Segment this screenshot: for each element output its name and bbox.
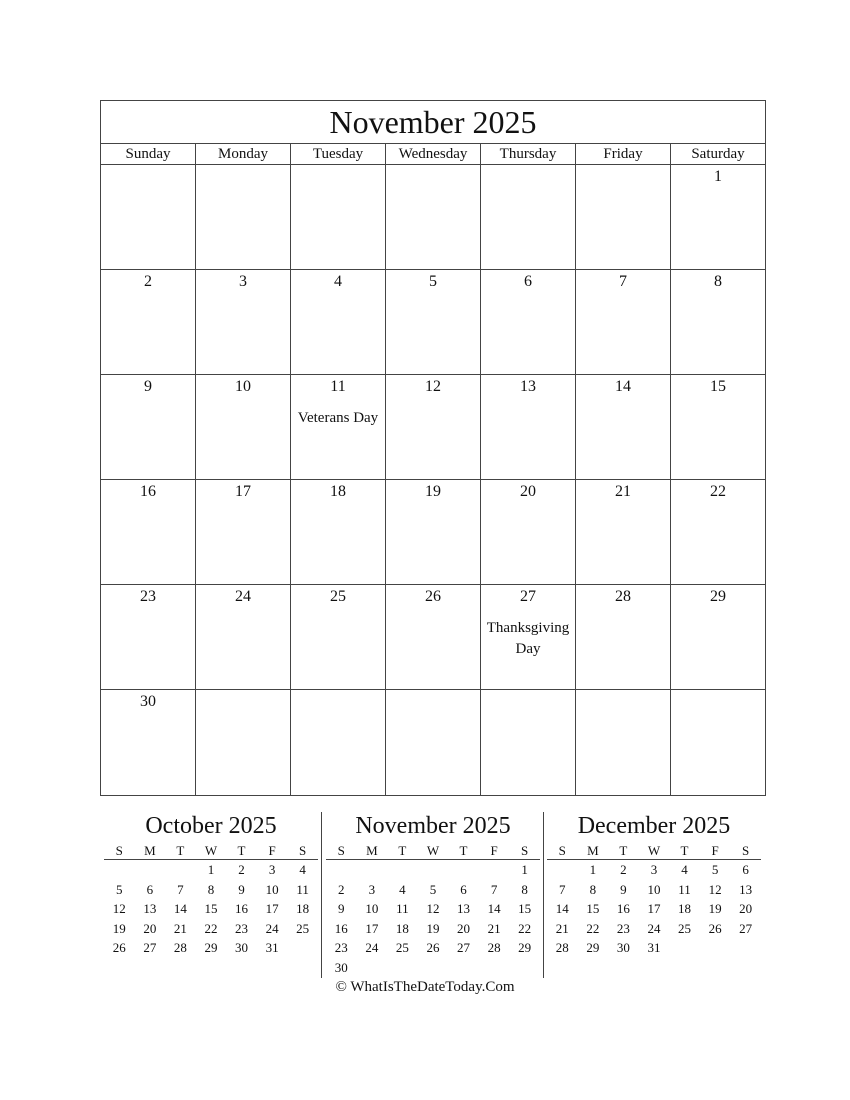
mini-day	[700, 938, 731, 958]
mini-day: 2	[338, 881, 345, 897]
mini-day: 13	[143, 901, 157, 916]
mini-weekday-label: S	[299, 843, 307, 858]
mini-day: 18	[395, 920, 409, 936]
day-cell	[481, 270, 576, 374]
day-number: 29	[710, 588, 726, 605]
mini-week-row	[326, 880, 540, 900]
mini-weekday-label: T	[459, 843, 468, 858]
mini-day: 10	[365, 901, 379, 916]
mini-weekday-label: S	[558, 843, 566, 858]
mini-day: 15	[518, 901, 532, 916]
mini-weekday-label: M	[587, 843, 599, 858]
calendar-grid	[101, 165, 765, 795]
mini-week-row	[104, 919, 318, 939]
calendar-week-row	[101, 585, 765, 690]
mini-day: 19	[112, 920, 126, 936]
day-cell	[101, 585, 196, 689]
mini-day: 1	[207, 862, 215, 877]
day-number: 8	[714, 273, 722, 290]
mini-day	[730, 938, 761, 958]
mini-day: 21	[487, 920, 501, 936]
weekday-saturday: Saturday	[691, 146, 745, 162]
weekday-wednesday: Wednesday	[386, 144, 481, 164]
mini-day: 21	[555, 920, 569, 936]
day-cell	[196, 165, 291, 269]
mini-day	[357, 860, 388, 880]
mini-weekday-label: T	[237, 843, 246, 858]
day-number: 28	[615, 588, 631, 605]
day-cell	[481, 585, 576, 689]
day-number: 9	[144, 378, 152, 395]
day-cell	[481, 375, 576, 479]
mini-day	[326, 860, 357, 880]
mini-day: 12	[708, 881, 722, 897]
day-cell	[101, 375, 196, 479]
mini-day: 23	[334, 940, 348, 955]
mini-calendar-november	[326, 810, 540, 977]
day-cell	[291, 690, 386, 795]
mini-day: 8	[207, 881, 215, 897]
mini-day: 20	[143, 920, 157, 936]
day-cell	[101, 480, 196, 584]
day-cell	[481, 165, 576, 269]
mini-day: 7	[559, 881, 566, 897]
mini-day: 31	[647, 940, 661, 955]
day-cell	[386, 585, 481, 689]
mini-week-row	[326, 938, 540, 958]
day-number: 6	[524, 273, 532, 290]
mini-weekday-label: W	[426, 843, 440, 858]
mini-day: 4	[399, 881, 406, 897]
day-cell	[481, 480, 576, 584]
day-cell	[576, 270, 671, 374]
day-cell	[386, 690, 481, 795]
mini-weekday-label: S	[337, 843, 345, 858]
calendar-title: November 2025	[101, 101, 765, 144]
mini-day: 23	[235, 920, 249, 936]
day-number: 17	[235, 483, 251, 500]
mini-day: 15	[586, 901, 600, 916]
mini-weekday-label: W	[647, 843, 661, 858]
mini-weekday-label: F	[268, 843, 276, 858]
day-cell	[576, 585, 671, 689]
mini-day: 15	[204, 901, 218, 916]
mini-day: 30	[616, 940, 630, 955]
mini-day: 8	[589, 881, 597, 897]
day-cell	[291, 480, 386, 584]
mini-day	[448, 860, 479, 880]
mini-day: 14	[487, 901, 501, 916]
mini-day: 13	[457, 901, 471, 916]
mini-weekday-header	[547, 842, 761, 860]
day-number: 26	[425, 588, 441, 605]
day-number: 24	[235, 588, 251, 605]
day-number: 3	[239, 273, 247, 290]
divider	[321, 812, 322, 978]
mini-day	[669, 938, 700, 958]
mini-day: 11	[296, 881, 309, 897]
mini-day: 18	[678, 901, 692, 916]
mini-day: 25	[678, 920, 692, 936]
mini-day	[479, 860, 510, 880]
mini-week-row	[547, 860, 761, 880]
mini-day: 1	[589, 862, 597, 877]
mini-day: 24	[265, 920, 279, 936]
day-number: 25	[330, 588, 346, 605]
calendar-week-row	[101, 480, 765, 585]
day-number: 21	[615, 483, 631, 500]
day-number: 19	[425, 483, 441, 500]
mini-day: 9	[338, 901, 345, 916]
mini-day: 5	[429, 881, 437, 897]
mini-day: 29	[204, 940, 218, 955]
mini-weekday-label: M	[144, 843, 156, 858]
mini-weekday-label: T	[398, 843, 407, 858]
day-cell	[671, 375, 765, 479]
mini-weekday-label: S	[521, 843, 529, 858]
mini-calendar-december	[547, 810, 761, 958]
divider	[543, 812, 544, 978]
mini-day: 16	[334, 920, 348, 936]
mini-weekday-label: S	[742, 843, 750, 858]
mini-day: 27	[457, 940, 471, 955]
mini-week-row	[547, 880, 761, 900]
mini-weekday-header	[326, 842, 540, 860]
mini-day: 26	[426, 940, 440, 955]
mini-day: 6	[460, 881, 467, 897]
mini-week-row	[104, 880, 318, 900]
mini-weekday-label: S	[115, 843, 123, 858]
day-cell	[576, 690, 671, 795]
mini-day	[479, 958, 510, 978]
mini-day: 14	[173, 901, 187, 916]
mini-calendars	[100, 810, 766, 978]
mini-day: 5	[711, 862, 719, 877]
mini-day: 29	[518, 940, 532, 955]
mini-day: 27	[739, 920, 753, 936]
day-cell	[101, 690, 196, 795]
mini-day: 2	[620, 862, 627, 877]
mini-day: 24	[365, 940, 379, 955]
day-cell	[291, 375, 386, 479]
day-number: 7	[619, 273, 627, 290]
mini-day	[509, 958, 540, 978]
mini-day	[418, 860, 449, 880]
weekday-thursday: Thursday	[481, 144, 576, 164]
mini-day: 21	[173, 920, 187, 936]
weekday-sunday: Sunday	[101, 144, 196, 164]
day-cell	[671, 480, 765, 584]
mini-calendar-title: October 2025	[145, 813, 277, 839]
day-cell	[196, 270, 291, 374]
calendar-week-row	[101, 690, 765, 795]
day-number: 5	[429, 273, 437, 290]
mini-calendar-october	[104, 810, 318, 958]
mini-day	[165, 860, 196, 880]
mini-day: 11	[678, 881, 691, 897]
mini-day: 12	[112, 901, 126, 916]
mini-day: 6	[742, 862, 749, 877]
mini-week-row	[104, 938, 318, 958]
mini-day: 16	[616, 901, 630, 916]
day-number: 4	[334, 273, 342, 290]
mini-day: 17	[365, 920, 379, 936]
mini-day: 26	[112, 940, 126, 955]
mini-day	[287, 938, 318, 958]
mini-weekday-label: M	[366, 843, 378, 858]
mini-day: 22	[204, 920, 218, 936]
mini-week-row	[326, 860, 540, 880]
mini-day: 17	[647, 901, 661, 916]
weekday-tuesday: Tuesday	[291, 144, 386, 164]
day-cell	[291, 270, 386, 374]
mini-day	[357, 958, 388, 978]
mini-day: 29	[586, 940, 600, 955]
mini-day: 6	[146, 881, 154, 897]
day-cell	[386, 165, 481, 269]
day-cell	[196, 690, 291, 795]
day-number: 1	[714, 168, 722, 185]
mini-weekday-header	[104, 842, 318, 860]
main-calendar	[100, 100, 766, 796]
day-number: 27	[520, 588, 536, 605]
mini-week-row	[104, 899, 318, 919]
day-cell	[671, 270, 765, 374]
mini-day	[547, 860, 578, 880]
day-cell	[671, 690, 765, 795]
day-number: 23	[140, 588, 156, 605]
mini-day: 3	[268, 862, 276, 877]
mini-day: 4	[681, 862, 688, 877]
mini-day: 23	[616, 920, 630, 936]
mini-day: 14	[555, 901, 569, 916]
mini-weekday-label: T	[176, 843, 185, 858]
mini-day: 11	[396, 901, 409, 916]
day-cell	[196, 480, 291, 584]
calendar-week-row	[101, 270, 765, 375]
mini-day: 24	[647, 920, 661, 936]
day-cell	[196, 585, 291, 689]
mini-day	[387, 860, 418, 880]
day-cell	[671, 165, 765, 269]
mini-day: 2	[238, 862, 245, 877]
weekday-monday: Monday	[196, 144, 291, 164]
mini-day: 20	[739, 901, 753, 916]
holiday-label: Thanksgiving Day	[486, 620, 570, 657]
mini-calendar-title: December 2025	[577, 813, 731, 839]
mini-day: 3	[368, 881, 376, 897]
day-number: 10	[235, 378, 251, 395]
mini-weekday-label: F	[711, 843, 719, 858]
mini-calendar-title: November 2025	[355, 813, 511, 839]
mini-day: 16	[235, 901, 249, 916]
calendar-week-row	[101, 375, 765, 480]
mini-day: 17	[265, 901, 279, 916]
mini-day: 9	[620, 881, 627, 897]
mini-week-row	[104, 860, 318, 880]
mini-week-row	[326, 899, 540, 919]
mini-day: 19	[708, 901, 722, 916]
mini-day: 26	[708, 920, 722, 936]
mini-week-row	[326, 958, 540, 978]
day-number: 12	[425, 378, 441, 395]
day-number: 20	[520, 483, 536, 500]
day-cell	[386, 480, 481, 584]
weekday-header-row	[101, 144, 765, 165]
mini-day: 5	[116, 881, 123, 897]
mini-weekday-label: T	[619, 843, 628, 858]
day-cell	[671, 585, 765, 689]
mini-day: 30	[334, 959, 348, 975]
copyright-footer: © WhatIsTheDateToday.Com	[335, 979, 515, 995]
mini-day: 25	[395, 940, 409, 955]
day-number: 16	[140, 483, 156, 500]
mini-day: 28	[173, 940, 187, 955]
mini-day: 4	[299, 862, 306, 877]
day-cell	[291, 585, 386, 689]
day-cell	[291, 165, 386, 269]
mini-day: 3	[650, 862, 658, 877]
day-number: 15	[710, 378, 726, 395]
mini-day: 31	[265, 940, 279, 955]
mini-day: 18	[296, 901, 310, 916]
holiday-label: Veterans Day	[297, 410, 379, 426]
day-number: 22	[710, 483, 726, 500]
mini-day: 10	[265, 881, 279, 897]
mini-day: 10	[647, 881, 661, 897]
day-number: 18	[330, 483, 346, 500]
mini-week-row	[547, 919, 761, 939]
mini-day: 1	[521, 862, 528, 877]
mini-day	[387, 958, 418, 978]
mini-day: 12	[426, 901, 440, 916]
day-cell	[101, 165, 196, 269]
day-cell	[386, 375, 481, 479]
day-cell	[576, 480, 671, 584]
weekday-friday: Friday	[576, 144, 671, 164]
day-cell	[386, 270, 481, 374]
day-cell	[576, 165, 671, 269]
day-cell	[196, 375, 291, 479]
day-number: 11	[330, 378, 346, 395]
mini-day	[135, 860, 166, 880]
mini-day: 22	[586, 920, 600, 936]
mini-day: 30	[235, 940, 249, 955]
day-number: 14	[615, 378, 631, 395]
mini-day: 27	[143, 940, 157, 955]
day-cell	[101, 270, 196, 374]
mini-week-row	[547, 899, 761, 919]
mini-day	[104, 860, 135, 880]
mini-day: 19	[426, 920, 440, 936]
mini-day	[448, 958, 479, 978]
calendar-week-row	[101, 165, 765, 270]
day-number: 30	[140, 693, 156, 710]
mini-day: 7	[177, 881, 184, 897]
mini-day: 25	[296, 920, 310, 936]
mini-day: 20	[457, 920, 471, 936]
mini-day: 9	[238, 881, 245, 897]
mini-weekday-label: F	[490, 843, 498, 858]
day-cell	[576, 375, 671, 479]
mini-day: 13	[739, 881, 753, 897]
mini-week-row	[326, 919, 540, 939]
mini-day: 28	[555, 940, 569, 955]
mini-day	[418, 958, 449, 978]
mini-weekday-label: W	[204, 843, 218, 858]
mini-day: 8	[521, 881, 528, 897]
mini-day: 7	[490, 881, 498, 897]
day-number: 13	[520, 378, 536, 395]
day-number: 2	[144, 273, 152, 290]
mini-day: 28	[487, 940, 501, 955]
mini-day: 22	[518, 920, 532, 936]
mini-weekday-label: T	[680, 843, 689, 858]
day-cell	[481, 690, 576, 795]
mini-week-row	[547, 938, 761, 958]
